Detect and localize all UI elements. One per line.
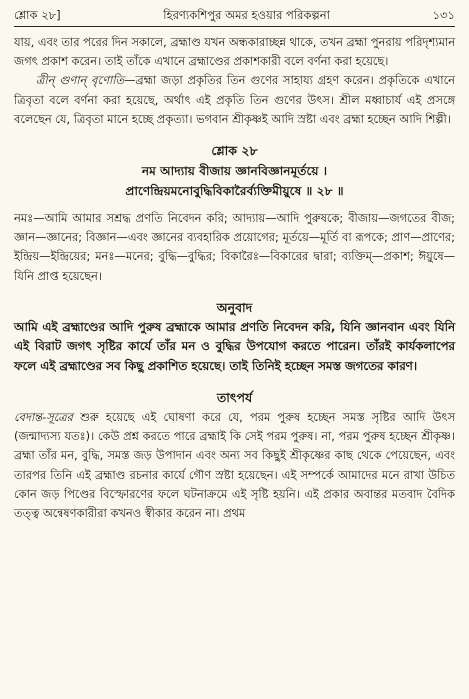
page-number: ১৩১ — [432, 8, 455, 22]
header-rule — [14, 26, 455, 27]
intro-paragraph-2-text: —ব্রহ্মা জড়া প্রকৃতির তিন গুণের সাহায্য গ্রহণ করেন। প্রকৃতিকে এখানে ত্রিবৃতা বলে বর্ণনা করা হয়েছে, অর্থাৎ এই প্রকৃতি তিন গুণের উৎস। শ্রীল মধ্বাচার্য এই প্রসঙ্গে বলেছেন যে, ত্রিবৃতা মানে হচ্ছে প্রকৃত্যা। ভগবান শ্রীকৃষ্ণই আদি স্রষ্টা এবং ব্রহ্মা হচ্ছেন আদি শিল্পী। — [14, 73, 455, 126]
sanskrit-quote: ত্রীন্ গুণান্ বৃণোতি — [36, 73, 125, 88]
purport-italic: বেদান্ত-সূত্রের — [14, 410, 73, 425]
intro-paragraph: যায়, এবং তার পরের দিন সকালে, ব্রহ্মাণ্ড যখন অন্ধকারাচ্ছন্ন থাকে, তখন ব্রহ্মা পুনরায় পরিদৃশ্যমান জগৎ প্রকাশ করেন। তাই তাঁকে এখানে ব্রহ্মাণ্ডের প্রকাশকারী বলে বর্ণনা করা হয়েছে। — [14, 35, 455, 69]
intro-paragraph-2 — [14, 71, 455, 129]
translation-text: আমি এই ব্রহ্মাণ্ডের আদি পুরুষ ব্রহ্মাকে আমার প্রণতি নিবেদন করি, যিনি জ্ঞানবান এবং যিনি এই বিরাট জগৎ সৃষ্টির কার্যে তাঁর মন ও বুদ্ধির উপযোগ করতে পারেন। তাঁরই কার্যকলাপের ফলে এই ব্রহ্মাণ্ডের সব কিছু প্রকাশিত হয়েছে। তাই তিনিই হচ্ছেন সমস্ত জগতের কারণ। — [14, 319, 455, 373]
chapter-title: হিরণ্যকশিপুর অমর হওয়ার পরিকল্পনা — [163, 8, 330, 22]
verse-title: শ্লোক ২৮ — [211, 143, 258, 159]
purport-title: তাৎপর্য — [216, 390, 253, 406]
purport-text — [14, 408, 455, 523]
page-header — [14, 6, 455, 24]
synonyms: নমঃ—আমি আমার সশ্রদ্ধ প্রণতি নিবেদন করি; আদ্যায়—আদি পুরুষকে; বীজায়—জগতের বীজ; জ্ঞান—জ্ঞানের; বিজ্ঞান—এবং জ্ঞানের ব্যবহারিক প্রয়োগের; মূর্তয়ে—মূর্তি বা রূপকে; প্রাণ—প্রাণের; ইন্দ্রিয়—ইন্দ্রিয়ের; মনঃ—মনের; বুদ্ধি—বুদ্ধির; বিকারৈঃ—বিকারের দ্বারা; ব্যক্তিম্—প্রকাশ; ঈয়ুষে—যিনি প্রাপ্ত হয়েছেন। — [14, 211, 455, 283]
verse-line-1: নম আদ্যায় বীজায় জ্ঞানবিজ্ঞানমূর্তয়ে । — [141, 164, 328, 179]
translation-title: অনুবাদ — [216, 299, 253, 315]
verse-reference: শ্লোক ২৮] — [14, 8, 61, 22]
purport-body: শুরু হয়েছে এই ঘোষণা করে যে, পরম পুরুষ হচ্ছেন সমস্ত সৃষ্টির আদি উৎস (জন্মাদ্যস্য যতঃ)। কেউ প্রশ্ন করতে পারে ব্রহ্মাই কি সেই পরম পুরুষ। না, পরম পুরুষ হচ্ছেন শ্রীকৃষ্ণ। ব্রহ্মা তাঁর মন, বুদ্ধি, সমস্ত জড় উপাদান এবং অন্য সব কিছুই শ্রীকৃষ্ণের কাছ থেকে পেয়েছেন, এবং তারপর তিনি এই ব্রহ্মাণ্ড রচনার কার্যে গৌণ স্রষ্টা হয়েছেন। এই সম্পর্কে আমাদের মনে রাখা উচিত কোন জড় পিণ্ডের বিস্ফোরণের ফলে ঘটনাক্রমে এই সৃষ্টি হয়নি। এই প্রকার অবান্তর মতবাদ বৈদিক তত্ত্ব অন্বেষণকারীরা কখনও স্বীকার করেন না। প্রথম — [14, 410, 455, 521]
verse-line-2: প্রাণেন্দ্রিয়মনোবুদ্ধিবিকারৈর্ব্যক্তিমীয়ুষে ॥ ২৮ ॥ — [125, 184, 344, 199]
